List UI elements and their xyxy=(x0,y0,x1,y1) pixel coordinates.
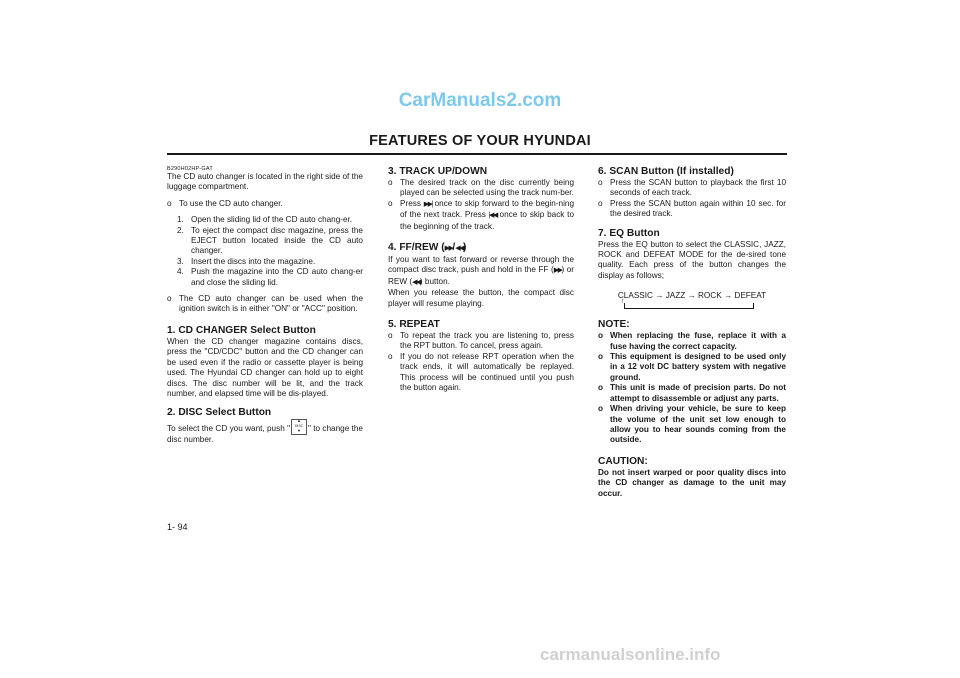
bullet-scan-again xyxy=(598,199,786,220)
step-item xyxy=(167,267,363,288)
bullet-use-changer xyxy=(167,199,363,209)
ff-text-post: ) button. xyxy=(419,276,450,286)
note-title: NOTE: xyxy=(598,319,630,331)
down-arrow-icon: ▼ xyxy=(297,428,301,434)
bullet-marker: o xyxy=(167,294,172,304)
fast-forward-icon: ▶▶ xyxy=(553,267,562,275)
bullet-ignition xyxy=(167,294,363,315)
heading-cd-changer-select: 1. CD CHANGER Select Button xyxy=(167,324,316,336)
skip-forward-icon: ▶▶| xyxy=(423,200,432,208)
skip-text-mid: once to skip forward to the begin-ning of the next track. Press xyxy=(400,198,574,220)
intro-text: The CD auto changer is located in the right side of the luggage compartment. xyxy=(167,172,363,192)
step-text: Insert the discs into the magazine. xyxy=(191,256,316,266)
caution-body: Do not insert warped or poor quality discs into the CD changer as damage to the unit may occur. xyxy=(598,467,786,498)
column-2 xyxy=(388,166,574,394)
heading-scan-button: 6. SCAN Button (If installed) xyxy=(598,166,734,177)
bullet-marker: o xyxy=(388,198,393,208)
step-item xyxy=(167,257,363,267)
fast-forward-icon: ▶▶ xyxy=(444,245,453,253)
heading-track-up-down: 3. TRACK UP/DOWN xyxy=(388,166,488,177)
ff-rew-heading-pre: 4. FF/REW ( xyxy=(388,242,445,254)
bullet-text: The desired track on the disc currently being played can be selected using the track num-ber. xyxy=(400,178,574,198)
skip-text-pre: Press xyxy=(400,198,421,208)
step-number: 3. xyxy=(177,256,184,266)
eq-mode-classic: CLASSIC xyxy=(617,291,653,301)
step-number: 4. xyxy=(177,267,184,277)
bullet-track-skip xyxy=(388,199,574,232)
rewind-icon: ◀◀ xyxy=(455,245,463,253)
step-number: 1. xyxy=(177,215,184,225)
right-arrow-icon: → xyxy=(687,291,696,301)
eq-body: Press the EQ button to select the CLASSIC, JAZZ, ROCK and DEFEAT MODE for the de-sired tone quality. Each press of the button changes the display as follows; xyxy=(598,239,786,280)
disc-button-icon xyxy=(291,419,307,435)
heading-repeat: 5. REPEAT xyxy=(388,319,440,331)
bullet-marker: o xyxy=(167,198,172,208)
eq-mode-rock: ROCK xyxy=(698,291,722,301)
note-text: This unit is made of precision parts. Do not attempt to disassemble or adjust any parts. xyxy=(610,383,786,403)
note-text: When replacing the fuse, replace it with a fuse having the correct capacity. xyxy=(610,331,786,351)
heading-ff-rew xyxy=(388,242,574,255)
step-text: Push the magazine into the CD auto chang-er and close the sliding lid. xyxy=(191,267,363,287)
step-item xyxy=(167,215,363,225)
caution-title: CAUTION: xyxy=(598,455,648,467)
note-item xyxy=(598,352,786,383)
page-header: FEATURES OF YOUR HYUNDAI xyxy=(369,133,591,149)
bullet-text: To repeat the track you are listening to, press the RPT button. To cancel, press again. xyxy=(400,331,574,351)
bullet-marker: o xyxy=(598,383,604,393)
bullet-marker: o xyxy=(598,331,604,341)
column-1 xyxy=(167,166,363,446)
bullet-repeat-press xyxy=(388,331,574,352)
disc-select-text-post: " to change the disc number. xyxy=(167,424,363,445)
disc-button-label: DISC xyxy=(294,424,304,429)
note-item xyxy=(598,331,786,352)
heading-eq-button: 7. EQ Button xyxy=(598,227,660,239)
cd-changer-body: When the CD changer magazine contains discs, press the "CD/CDC" button and the CD changer can be used even if the radio or cassette player is being used. The Hyundai CD changer can hold up to eight discs. The disc number will be lit, and the track number, and elapsed time will be dis-played. xyxy=(167,336,363,398)
bullet-marker: o xyxy=(598,178,603,187)
note-text: This equipment is designed to be used only in a 12 volt DC battery system with negative ground. xyxy=(610,352,786,382)
bullet-text: Press the SCAN button to playback the first 10 seconds of each track. xyxy=(610,178,786,198)
bullet-text: To use the CD auto changer. xyxy=(179,198,283,208)
eq-mode-defeat: DEFEAT xyxy=(734,291,767,301)
bullet-marker: o xyxy=(388,178,393,187)
bullet-text: If you do not release RPT operation when the track ends, it will automatically be replayed. This process will be continued until you push the button again. xyxy=(400,351,574,393)
bullet-marker: o xyxy=(388,331,393,341)
ff-rew-heading-post: ) xyxy=(463,242,467,254)
note-text: When driving your vehicle, be sure to keep the volume of the unit set low enough to allow you to hear sounds coming from the outside. xyxy=(610,404,786,445)
step-number: 2. xyxy=(177,225,184,235)
header-rule xyxy=(167,153,787,155)
up-arrow-icon: ↑ xyxy=(621,298,625,306)
watermark-top: CarManuals2.com xyxy=(398,90,562,111)
bullet-track-select xyxy=(388,178,574,199)
right-arrow-icon: → xyxy=(655,291,664,301)
page-number: 1- 94 xyxy=(167,522,188,532)
step-text: Open the sliding lid of the CD auto chang-er. xyxy=(191,215,353,225)
step-text: To eject the compact disc magazine, press the EJECT button located inside the CD auto changer. xyxy=(191,225,363,256)
bullet-text: Press the SCAN button again within 10 sec. for the desired track. xyxy=(610,198,786,219)
bullet-repeat-auto xyxy=(388,352,574,394)
section-code: B290H02HP-GAT xyxy=(167,166,213,172)
bullet-text: The CD auto changer can be used when the ignition switch is in either "ON" or "ACC" position. xyxy=(179,294,363,314)
bullet-marker: o xyxy=(598,404,604,414)
bullet-text xyxy=(400,199,574,232)
step-item xyxy=(167,226,363,257)
skip-text-post: once to skip back to the beginning of the track. xyxy=(400,210,575,231)
up-arrow-icon: ▲ xyxy=(297,418,301,424)
disc-select-body xyxy=(167,419,363,445)
heading-disc-select: 2. DISC Select Button xyxy=(167,407,272,419)
eq-return-line xyxy=(624,303,754,309)
column-3 xyxy=(598,166,786,499)
bullet-marker: o xyxy=(598,198,603,208)
ff-rew-heading-sep: / xyxy=(452,242,456,254)
eq-mode-jazz: JAZZ xyxy=(665,291,686,301)
bullet-marker: o xyxy=(388,351,393,361)
note-item xyxy=(598,404,786,446)
skip-back-icon: |◀◀ xyxy=(488,212,497,220)
bullet-marker: o xyxy=(598,352,604,362)
bullet-scan-first xyxy=(598,178,786,199)
ff-text-mid: ) or REW ( xyxy=(388,265,575,286)
right-arrow-icon: → xyxy=(723,291,733,301)
watermark-bottom: carmanualsonline.info xyxy=(540,645,721,664)
ff-release-text: When you release the button, the compact disc player will resume playing. xyxy=(388,288,574,308)
ff-text-pre: If you want to fast forward or reverse through the compact disc track, push and hold in the FF ( xyxy=(388,255,574,275)
note-item xyxy=(598,383,786,404)
eq-mode-cycle xyxy=(598,291,786,309)
disc-select-text-pre: To select the CD you want, push " xyxy=(167,424,290,434)
rewind-icon: ◀◀ xyxy=(412,278,420,286)
ff-rew-body xyxy=(388,255,574,288)
